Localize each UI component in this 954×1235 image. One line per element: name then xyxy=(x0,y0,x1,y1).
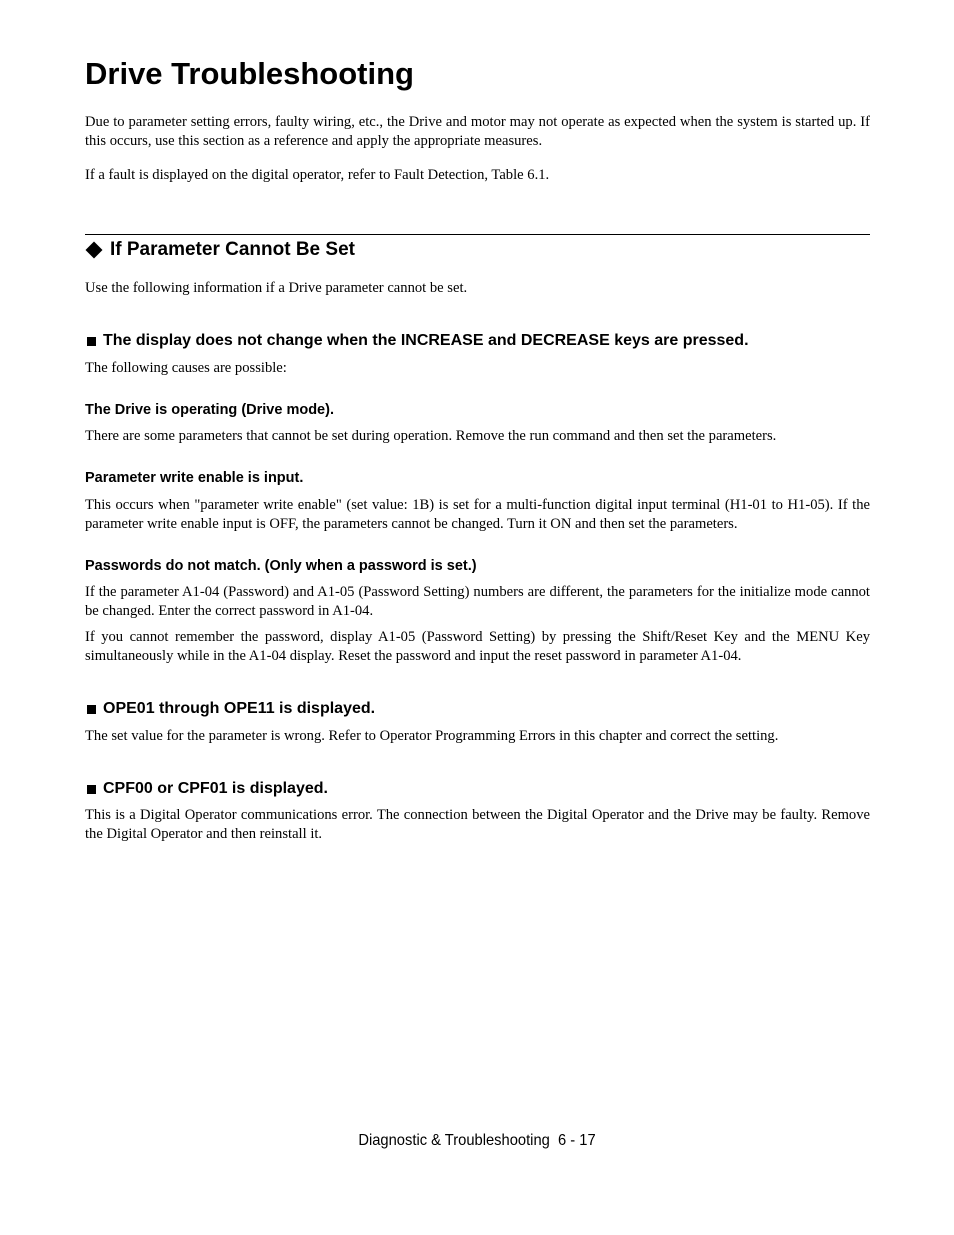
subsection-heading-text: CPF00 or CPF01 is displayed. xyxy=(103,780,328,797)
diamond-bullet-icon xyxy=(86,242,103,259)
cause-heading-drive-operating: The Drive is operating (Drive mode). xyxy=(85,402,334,418)
cause-text-password-2: If you cannot remember the password, display A1-05 (Password Setting) by pressing the Shift/Reset Key and the MENU Key simultaneously while in the A1-04 display. Reset the password and input the reset password in parameter A1-04. xyxy=(85,629,870,664)
subsection-heading-ope xyxy=(85,699,375,719)
ope-text: The set value for the parameter is wrong. Refer to Operator Programming Errors in this chapter and correct the setting. xyxy=(85,728,779,744)
cpf-text: This is a Digital Operator communications error. The connection between the Digital Operator and the Drive may be faulty. Remove the Digital Operator and then reinstall it. xyxy=(85,807,870,842)
cause-text-password-1: If the parameter A1-04 (Password) and A1-05 (Password Setting) numbers are different, the parameters for the initialize mode cannot be changed. Enter the correct password in A1-04. xyxy=(85,584,870,619)
cause-heading-password: Passwords do not match. (Only when a password is set.) xyxy=(85,558,477,574)
section-heading-text: If Parameter Cannot Be Set xyxy=(110,239,355,260)
section-heading xyxy=(85,238,355,262)
intro-paragraph-1: Due to parameter setting errors, faulty wiring, etc., the Drive and motor may not operate as expected when the system is started up. If this occurs, use this section as a reference and apply the appropriate measures. xyxy=(85,114,870,149)
page-footer: Diagnostic & Troubleshooting 6 - 17 xyxy=(358,1132,596,1149)
section-divider xyxy=(85,234,870,235)
subsection-heading-text: The display does not change when the INCREASE and DECREASE keys are pressed. xyxy=(103,332,749,349)
square-bullet-icon xyxy=(87,785,96,794)
square-bullet-icon xyxy=(87,705,96,714)
cause-text-write-enable: This occurs when "parameter write enable" (set value: 1B) is set for a multi-function digital input terminal (H1-01 to H1-05). If the parameter write enable input is OFF, the parameters cannot be changed. Turn it ON and then set the parameters. xyxy=(85,497,870,532)
cause-text-drive-operating: There are some parameters that cannot be set during operation. Remove the run command and then set the parameters. xyxy=(85,428,777,444)
section-intro: Use the following information if a Drive parameter cannot be set. xyxy=(85,280,468,296)
subsection-intro: The following causes are possible: xyxy=(85,360,287,376)
subsection-heading-cpf xyxy=(85,779,328,799)
subsection-heading-text: OPE01 through OPE11 is displayed. xyxy=(103,700,376,717)
intro-paragraph-2: If a fault is displayed on the digital operator, refer to Fault Detection, Table 6.1. xyxy=(85,167,550,183)
square-bullet-icon xyxy=(87,337,96,346)
cause-heading-write-enable: Parameter write enable is input. xyxy=(85,470,304,486)
subsection-heading-display xyxy=(85,331,749,351)
page-title: Drive Troubleshooting xyxy=(85,56,414,91)
